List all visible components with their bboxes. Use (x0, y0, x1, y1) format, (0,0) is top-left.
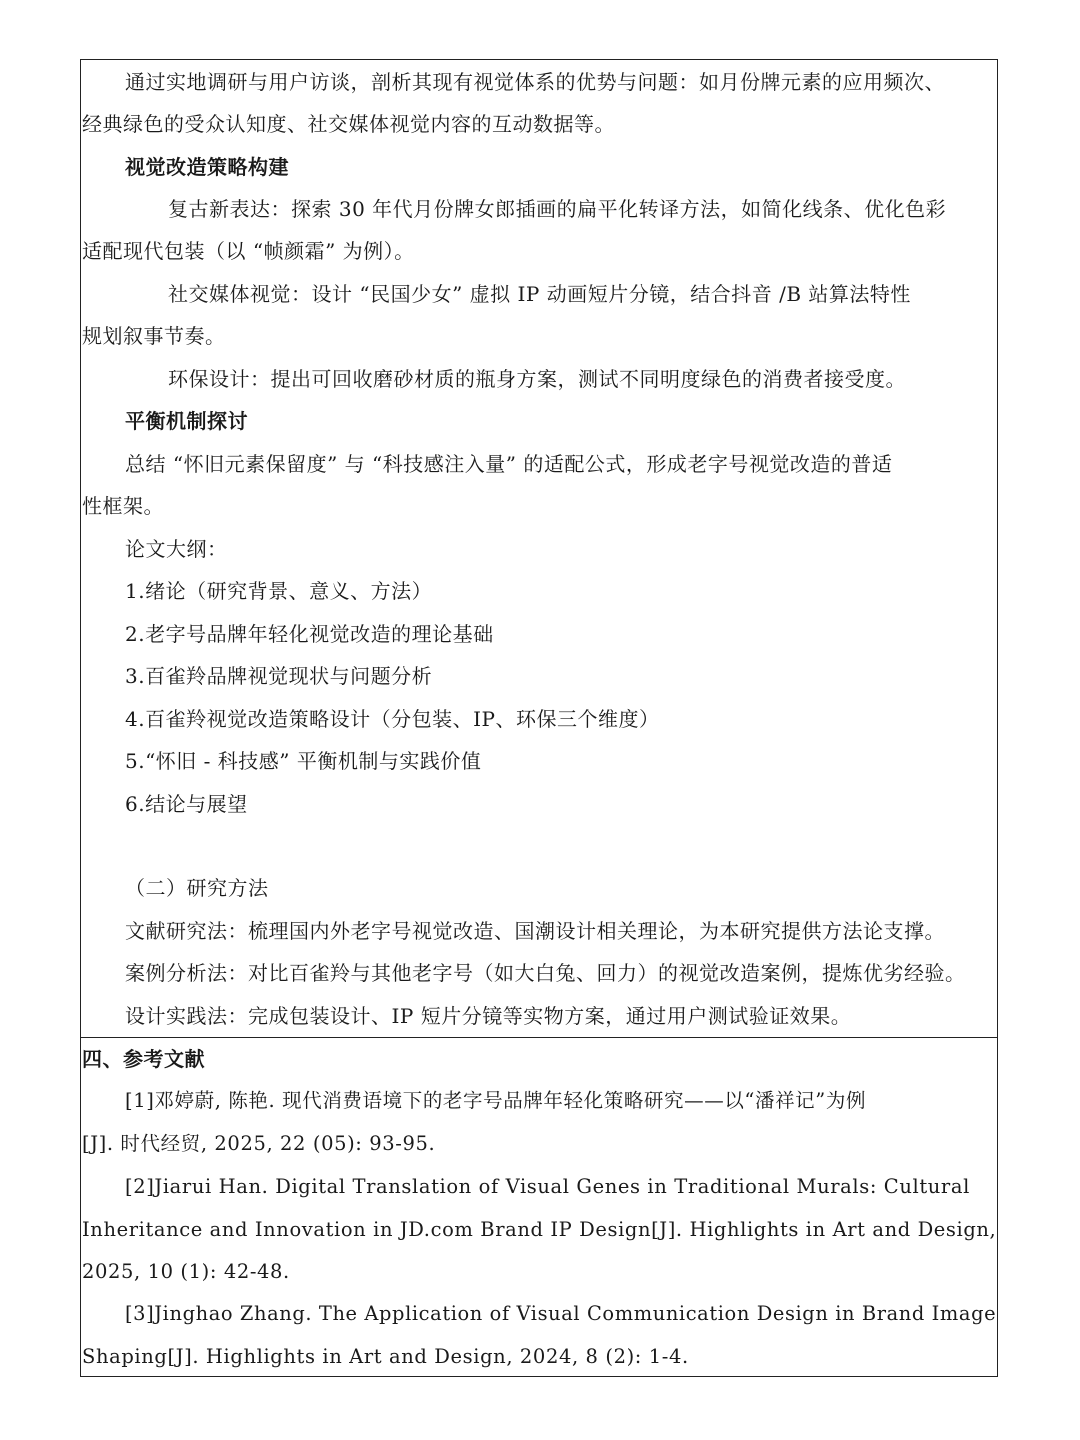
balance-line-1: 总结 “怀旧元素保留度” 与 “科技感注入量” 的适配公式，形成老字号视觉改造的普适 (125, 452, 893, 476)
social-line-1: 社交媒体视觉：设计 “民国少女” 虚拟 IP 动画短片分镜，结合抖音 /B 站算法特性 (168, 282, 911, 306)
outline-item: 2.老字号品牌年轻化视觉改造的理论基础 (125, 622, 494, 646)
outline-item: 5.“怀旧 - 科技感” 平衡机制与实践价值 (125, 749, 482, 773)
outline-item: 4.百雀羚视觉改造策略设计（分包装、IP、环保三个维度） (125, 707, 660, 731)
intro-line-2: 经典绿色的受众认知度、社交媒体视觉内容的互动数据等。 (82, 112, 615, 136)
reference-3-line-2: Shaping[J]. Highlights in Art and Design, 2024, 8 (2): 1-4. (82, 1345, 689, 1368)
methods-heading: （二）研究方法 (125, 876, 269, 900)
balance-line-2: 性框架。 (82, 494, 164, 518)
intro-line-1: 通过实地调研与用户访谈，剖析其现有视觉体系的优势与问题：如月份牌元素的应用频次、 (125, 70, 945, 94)
method-item: 案例分析法：对比百雀羚与其他老字号（如大白兔、回力）的视觉改造案例，提炼优劣经验。 (125, 961, 966, 985)
balance-heading: 平衡机制探讨 (125, 409, 248, 433)
reference-3-line-1: [3]Jinghao Zhang. The Application of Visual Communication Design in Brand Image (125, 1302, 997, 1325)
retro-line-2: 适配现代包装（以 “帧颜霜” 为例）。 (82, 239, 415, 263)
reference-1-line-2: [J]. 时代经贸, 2025, 22 (05): 93-95. (82, 1132, 436, 1155)
reference-2-line-2: Inheritance and Innovation in JD.com Brand IP Design[J]. Highlights in Art and Design, (82, 1218, 997, 1241)
retro-line-1: 复古新表达：探索 30 年代月份牌女郎插画的扁平化转译方法，如简化线条、优化色彩 (168, 197, 947, 221)
reference-1-line-1: [1]邓婷蔚, 陈艳. 现代消费语境下的老字号品牌年轻化策略研究——以“潘祥记”为例 (125, 1089, 867, 1112)
outline-item: 3.百雀羚品牌视觉现状与问题分析 (125, 664, 433, 688)
reference-2-line-3: 2025, 10 (1): 42-48. (82, 1260, 290, 1283)
social-line-2: 规划叙事节奏。 (82, 324, 226, 348)
reference-2-line-1: [2]Jiarui Han. Digital Translation of Visual Genes in Traditional Murals: Cultural (125, 1175, 970, 1198)
references-heading: 四、参考文献 (82, 1047, 205, 1071)
section-divider (80, 1037, 998, 1038)
method-item: 设计实践法：完成包装设计、IP 短片分镜等实物方案，通过用户测试验证效果。 (125, 1004, 852, 1028)
outline-item: 1.绪论（研究背景、意义、方法） (125, 579, 433, 603)
outline-item: 6.结论与展望 (125, 792, 248, 816)
strategy-heading: 视觉改造策略构建 (125, 155, 289, 179)
method-item: 文献研究法：梳理国内外老字号视觉改造、国潮设计相关理论，为本研究提供方法论支撑。 (125, 919, 945, 943)
outline-heading: 论文大纲： (125, 537, 228, 561)
eco-line: 环保设计：提出可回收磨砂材质的瓶身方案，测试不同明度绿色的消费者接受度。 (168, 367, 906, 391)
